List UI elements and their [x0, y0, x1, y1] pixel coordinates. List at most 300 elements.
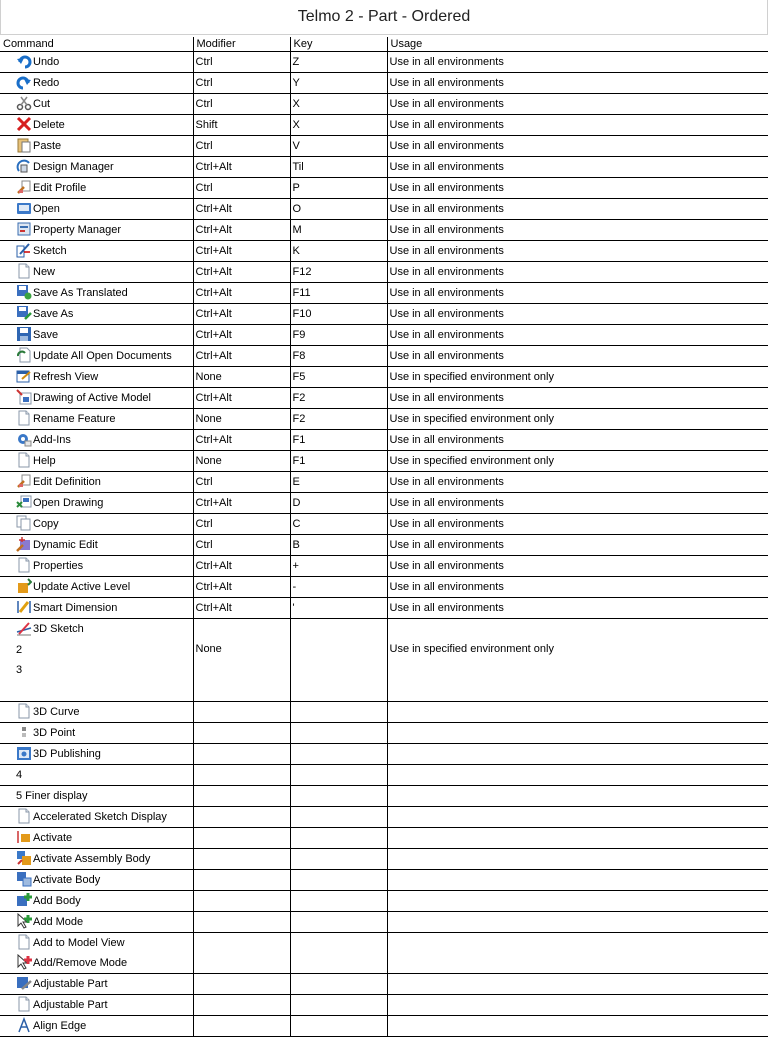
table-row	[0, 619, 768, 702]
command-label: Add Mode	[33, 916, 83, 928]
modifier-cell: Ctrl	[193, 94, 290, 115]
shortcut-table	[0, 37, 768, 1037]
command-label: Help	[33, 455, 56, 467]
command-cell	[0, 430, 193, 451]
table-row	[0, 94, 768, 115]
table-row	[0, 933, 768, 974]
command-label: 3D Curve	[33, 706, 79, 718]
modifier-cell: Ctrl	[193, 514, 290, 535]
modifier-cell	[193, 828, 290, 849]
modifier-cell	[193, 912, 290, 933]
command-cell	[0, 304, 193, 325]
activate-assembly-body-icon	[16, 850, 32, 866]
add-body-icon	[16, 892, 32, 908]
table-row	[0, 912, 768, 933]
modifier-cell	[193, 1016, 290, 1037]
usage-cell: Use in all environments	[387, 304, 768, 325]
command-label: Properties	[33, 560, 83, 572]
key-cell	[290, 786, 387, 807]
modifier-cell	[193, 702, 290, 723]
key-cell: F11	[290, 283, 387, 304]
command-cell	[0, 807, 193, 828]
update-documents-icon	[16, 347, 32, 363]
command-cell	[0, 241, 193, 262]
table-row	[0, 388, 768, 409]
modifier-cell: Ctrl	[193, 52, 290, 73]
smart-dimension-icon	[16, 599, 32, 615]
usage-cell: Use in all environments	[387, 241, 768, 262]
command-cell	[0, 933, 193, 974]
table-row	[0, 702, 768, 723]
usage-cell	[387, 744, 768, 765]
key-cell	[290, 702, 387, 723]
modifier-cell: Ctrl+Alt	[193, 556, 290, 577]
modifier-cell: Shift	[193, 115, 290, 136]
command-cell	[0, 262, 193, 283]
key-cell	[290, 974, 387, 995]
key-cell: F5	[290, 367, 387, 388]
command-cell	[0, 995, 193, 1016]
usage-cell	[387, 870, 768, 891]
command-label: Activate Assembly Body	[33, 853, 150, 865]
key-cell: O	[290, 199, 387, 220]
command-cell	[0, 702, 193, 723]
edit-profile-icon	[16, 179, 32, 195]
drawing-active-model-icon	[16, 389, 32, 405]
command-cell	[0, 619, 193, 702]
table-row	[0, 723, 768, 744]
undo-icon	[16, 53, 32, 69]
command-label: Refresh View	[33, 371, 98, 383]
key-cell: F12	[290, 262, 387, 283]
usage-cell: Use in all environments	[387, 535, 768, 556]
command-label: Copy	[33, 518, 59, 530]
modifier-cell: Ctrl+Alt	[193, 157, 290, 178]
table-row	[0, 891, 768, 912]
edit-definition-icon	[16, 473, 32, 489]
command-label: Save As	[33, 308, 73, 320]
table-row	[0, 849, 768, 870]
command-label: Edit Definition	[33, 476, 101, 488]
key-cell: E	[290, 472, 387, 493]
scissors-icon	[16, 95, 32, 111]
modifier-cell	[193, 891, 290, 912]
blank-document-icon	[16, 410, 32, 426]
modifier-cell	[193, 974, 290, 995]
usage-cell: Use in all environments	[387, 220, 768, 241]
usage-cell: Use in all environments	[387, 157, 768, 178]
command-label: Activate	[33, 832, 72, 844]
command-cell	[0, 178, 193, 199]
command-cell	[0, 52, 193, 73]
header-command: Command	[0, 37, 193, 52]
modifier-cell	[193, 849, 290, 870]
key-cell: F2	[290, 388, 387, 409]
table-row	[0, 430, 768, 451]
key-cell	[290, 891, 387, 912]
usage-cell: Use in all environments	[387, 115, 768, 136]
command-label: 5 Finer display	[16, 790, 88, 802]
modifier-cell	[193, 723, 290, 744]
modifier-cell: Ctrl+Alt	[193, 241, 290, 262]
command-cell	[0, 73, 193, 94]
command-label: Sketch	[33, 245, 67, 257]
command-cell	[0, 577, 193, 598]
key-cell: D	[290, 493, 387, 514]
modifier-cell: Ctrl	[193, 178, 290, 199]
usage-cell: Use in specified environment only	[387, 409, 768, 430]
blank-document-icon	[16, 263, 32, 279]
command-cell	[0, 409, 193, 430]
usage-cell: Use in all environments	[387, 262, 768, 283]
table-row	[0, 178, 768, 199]
command-label: Cut	[33, 98, 50, 110]
table-row	[0, 367, 768, 388]
key-cell: C	[290, 514, 387, 535]
table-row	[0, 828, 768, 849]
key-cell	[290, 870, 387, 891]
command-cell	[0, 388, 193, 409]
table-row	[0, 199, 768, 220]
modifier-cell	[193, 807, 290, 828]
save-as-icon	[16, 305, 32, 321]
table-row	[0, 262, 768, 283]
modifier-cell: Ctrl+Alt	[193, 430, 290, 451]
key-cell: Til	[290, 157, 387, 178]
modifier-cell: Ctrl+Alt	[193, 577, 290, 598]
usage-cell	[387, 933, 768, 974]
command-label: Redo	[33, 77, 59, 89]
modifier-cell	[193, 933, 290, 974]
save-as-translated-icon	[16, 284, 32, 300]
usage-cell: Use in all environments	[387, 493, 768, 514]
command-label: 4	[16, 769, 22, 781]
modifier-cell: Ctrl+Alt	[193, 325, 290, 346]
table-row	[0, 472, 768, 493]
modifier-label: None	[196, 639, 290, 660]
modifier-cell: Ctrl+Alt	[193, 262, 290, 283]
table-row	[0, 220, 768, 241]
command-cell	[0, 891, 193, 912]
modifier-cell	[193, 765, 290, 786]
usage-cell: Use in all environments	[387, 325, 768, 346]
modifier-cell: Ctrl	[193, 136, 290, 157]
modifier-cell: Ctrl	[193, 73, 290, 94]
usage-cell	[387, 702, 768, 723]
command-label: Open	[33, 203, 60, 215]
command-cell	[0, 472, 193, 493]
usage-cell	[387, 807, 768, 828]
command-label: Add to Model View	[33, 937, 125, 949]
command-label: Update All Open Documents	[33, 350, 172, 362]
blank-document-icon	[16, 452, 32, 468]
key-cell: F10	[290, 304, 387, 325]
align-edge-icon	[16, 1017, 32, 1033]
command-label: 3D Sketch	[33, 623, 84, 635]
command-cell	[0, 765, 193, 786]
table-row	[0, 765, 768, 786]
usage-cell: Use in specified environment only	[387, 367, 768, 388]
command-label: 3D Point	[33, 727, 75, 739]
key-cell	[290, 912, 387, 933]
usage-cell: Use in specified environment only	[387, 451, 768, 472]
blank-document-icon	[16, 934, 32, 950]
key-cell	[290, 995, 387, 1016]
table-row	[0, 283, 768, 304]
table-row	[0, 73, 768, 94]
table-row	[0, 995, 768, 1016]
command-cell	[0, 94, 193, 115]
key-label	[293, 639, 387, 660]
command-cell	[0, 493, 193, 514]
command-cell	[0, 849, 193, 870]
table-row	[0, 409, 768, 430]
command-cell	[0, 220, 193, 241]
table-row	[0, 514, 768, 535]
command-label: Rename Feature	[33, 413, 116, 425]
command-label: Drawing of Active Model	[33, 392, 151, 404]
command-cell	[0, 974, 193, 995]
usage-cell: Use in all environments	[387, 52, 768, 73]
property-manager-icon	[16, 221, 32, 237]
key-cell: X	[290, 115, 387, 136]
command-label: Property Manager	[33, 224, 121, 236]
usage-cell	[387, 995, 768, 1016]
key-cell	[290, 807, 387, 828]
command-label: 3D Publishing	[33, 748, 101, 760]
usage-cell	[387, 1016, 768, 1037]
table-row	[0, 304, 768, 325]
key-cell: F1	[290, 451, 387, 472]
command-label: Delete	[33, 119, 65, 131]
table-row	[0, 744, 768, 765]
command-cell	[0, 598, 193, 619]
key-cell	[290, 933, 387, 974]
key-cell	[290, 723, 387, 744]
command-cell	[0, 870, 193, 891]
3d-sketch-icon	[16, 620, 32, 636]
command-cell	[0, 744, 193, 765]
usage-cell	[387, 619, 768, 702]
modifier-cell: Ctrl+Alt	[193, 346, 290, 367]
command-label: 3	[0, 660, 193, 681]
command-label: Edit Profile	[33, 182, 86, 194]
command-label: Smart Dimension	[33, 602, 117, 614]
open-drawing-icon	[16, 494, 32, 510]
key-cell	[290, 1016, 387, 1037]
sketch-icon	[16, 242, 32, 258]
command-label: 2	[0, 640, 193, 661]
usage-cell: Use in all environments	[387, 472, 768, 493]
command-label: Save	[33, 329, 58, 341]
usage-cell	[387, 849, 768, 870]
command-label: Activate Body	[33, 874, 100, 886]
header-usage: Usage	[387, 37, 768, 52]
command-cell	[0, 451, 193, 472]
design-manager-icon	[16, 158, 32, 174]
modifier-cell	[193, 619, 290, 702]
command-label: Accelerated Sketch Display	[33, 811, 167, 823]
key-cell	[290, 744, 387, 765]
modifier-cell: Ctrl+Alt	[193, 199, 290, 220]
modifier-cell: None	[193, 367, 290, 388]
command-label: Adjustable Part	[33, 999, 108, 1011]
command-cell	[0, 514, 193, 535]
table-header-row	[0, 37, 768, 52]
key-cell	[290, 765, 387, 786]
usage-cell: Use in all environments	[387, 199, 768, 220]
usage-cell: Use in all environments	[387, 577, 768, 598]
usage-cell	[387, 765, 768, 786]
usage-cell	[387, 786, 768, 807]
add-ins-icon	[16, 431, 32, 447]
key-cell: -	[290, 577, 387, 598]
command-cell	[0, 199, 193, 220]
key-cell: F9	[290, 325, 387, 346]
command-cell	[0, 912, 193, 933]
activate-body-icon	[16, 871, 32, 887]
table-row	[0, 136, 768, 157]
usage-cell	[387, 912, 768, 933]
page-title: Telmo 2 - Part - Ordered	[0, 0, 768, 35]
usage-cell	[387, 974, 768, 995]
key-cell: F2	[290, 409, 387, 430]
table-row	[0, 241, 768, 262]
table-row	[0, 1016, 768, 1037]
command-label: Paste	[33, 140, 61, 152]
command-label: Add-Ins	[33, 434, 71, 446]
key-cell: +	[290, 556, 387, 577]
command-cell	[0, 723, 193, 744]
usage-cell: Use in all environments	[387, 178, 768, 199]
open-icon	[16, 200, 32, 216]
key-cell: P	[290, 178, 387, 199]
command-cell	[0, 157, 193, 178]
command-label: Save As Translated	[33, 287, 128, 299]
command-label: Add Body	[33, 895, 81, 907]
key-cell	[290, 619, 387, 702]
key-cell: M	[290, 220, 387, 241]
header-modifier: Modifier	[193, 37, 290, 52]
table-row	[0, 786, 768, 807]
command-cell	[0, 346, 193, 367]
adjustable-part-icon	[16, 975, 32, 991]
key-cell: X	[290, 94, 387, 115]
usage-cell: Use in all environments	[387, 556, 768, 577]
modifier-cell	[193, 786, 290, 807]
command-cell	[0, 115, 193, 136]
usage-label: Use in specified environment only	[390, 639, 768, 660]
update-active-level-icon	[16, 578, 32, 594]
command-label: Add/Remove Mode	[33, 957, 127, 969]
table-row	[0, 451, 768, 472]
usage-cell	[387, 723, 768, 744]
command-label: Design Manager	[33, 161, 114, 173]
add-mode-icon	[16, 913, 32, 929]
table-row	[0, 598, 768, 619]
usage-cell: Use in all environments	[387, 73, 768, 94]
save-icon	[16, 326, 32, 342]
modifier-cell	[193, 870, 290, 891]
activate-icon	[16, 829, 32, 845]
add-remove-mode-icon	[16, 954, 32, 970]
command-label: Adjustable Part	[33, 978, 108, 990]
table-row	[0, 115, 768, 136]
usage-cell: Use in all environments	[387, 94, 768, 115]
table-row	[0, 157, 768, 178]
usage-cell	[387, 891, 768, 912]
command-cell	[0, 283, 193, 304]
modifier-cell: Ctrl+Alt	[193, 220, 290, 241]
usage-cell: Use in all environments	[387, 136, 768, 157]
command-label: Align Edge	[33, 1020, 86, 1032]
blank-document-icon	[16, 557, 32, 573]
command-cell	[0, 1016, 193, 1037]
usage-cell: Use in all environments	[387, 514, 768, 535]
command-label: Undo	[33, 56, 59, 68]
delete-x-icon	[16, 116, 32, 132]
modifier-cell: None	[193, 451, 290, 472]
table-row	[0, 556, 768, 577]
usage-cell: Use in all environments	[387, 598, 768, 619]
command-cell	[0, 325, 193, 346]
table-row	[0, 577, 768, 598]
refresh-view-icon	[16, 368, 32, 384]
command-label: New	[33, 266, 55, 278]
modifier-cell: Ctrl	[193, 535, 290, 556]
modifier-cell: None	[193, 409, 290, 430]
table-row	[0, 974, 768, 995]
dynamic-edit-icon	[16, 536, 32, 552]
usage-cell: Use in all environments	[387, 430, 768, 451]
command-label: Update Active Level	[33, 581, 130, 593]
table-row	[0, 493, 768, 514]
copy-icon	[16, 515, 32, 531]
redo-icon	[16, 74, 32, 90]
modifier-cell	[193, 744, 290, 765]
command-cell	[0, 786, 193, 807]
key-cell: Z	[290, 52, 387, 73]
key-cell	[290, 849, 387, 870]
key-cell: V	[290, 136, 387, 157]
table-row	[0, 535, 768, 556]
command-cell	[0, 136, 193, 157]
3d-point-icon	[16, 724, 32, 740]
command-cell	[0, 828, 193, 849]
key-cell: Y	[290, 73, 387, 94]
blank-document-icon	[16, 808, 32, 824]
table-row	[0, 52, 768, 73]
blank-document-icon	[16, 996, 32, 1012]
modifier-cell: Ctrl+Alt	[193, 493, 290, 514]
modifier-cell	[193, 995, 290, 1016]
blank-document-icon	[16, 703, 32, 719]
command-cell	[0, 535, 193, 556]
table-row	[0, 807, 768, 828]
table-row	[0, 870, 768, 891]
usage-cell	[387, 828, 768, 849]
table-row	[0, 346, 768, 367]
key-cell: B	[290, 535, 387, 556]
key-cell: '	[290, 598, 387, 619]
modifier-cell: Ctrl+Alt	[193, 283, 290, 304]
command-label: Dynamic Edit	[33, 539, 98, 551]
key-cell: K	[290, 241, 387, 262]
paste-icon	[16, 137, 32, 153]
usage-cell: Use in all environments	[387, 388, 768, 409]
modifier-cell: Ctrl+Alt	[193, 598, 290, 619]
modifier-cell: Ctrl+Alt	[193, 304, 290, 325]
